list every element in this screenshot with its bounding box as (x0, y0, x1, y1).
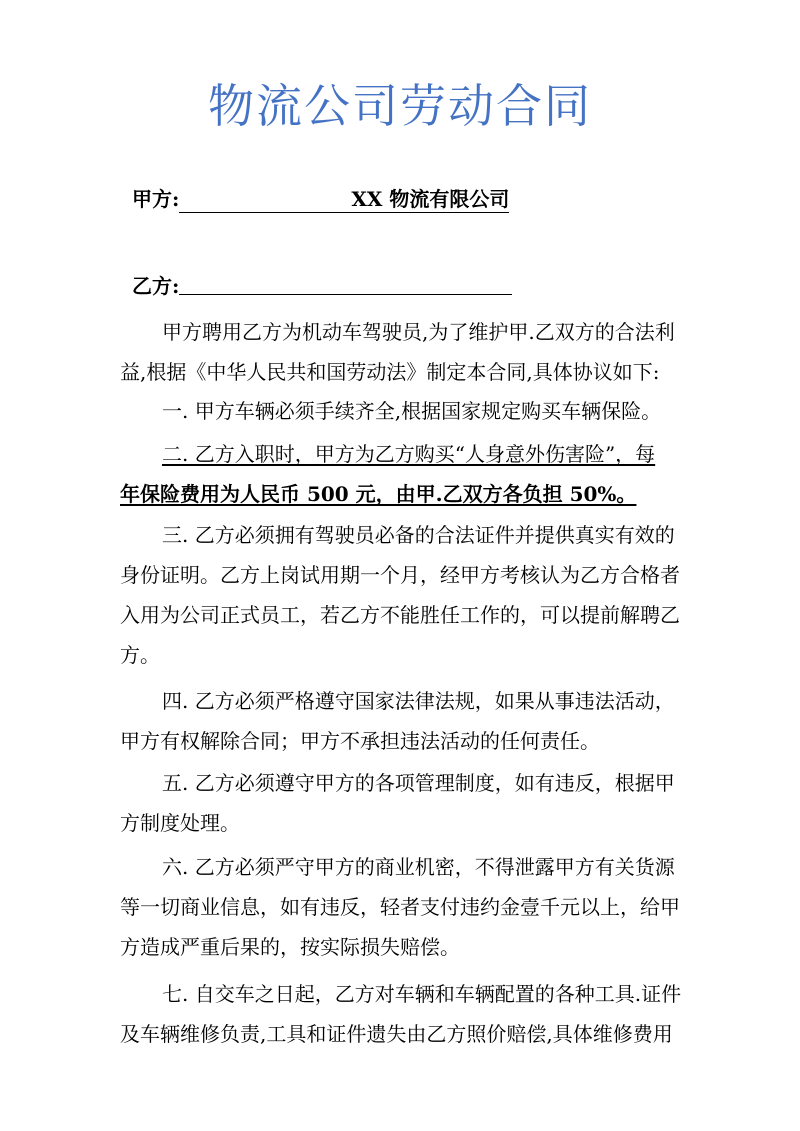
clause-4 (120, 681, 690, 761)
party-a-label: 甲方: (132, 187, 180, 211)
text-line (120, 474, 690, 514)
preamble (120, 312, 690, 392)
clause-3 (120, 515, 690, 675)
text-line: 及车辆维修负责,工具和证件遗失由乙方照价赔偿,具体维修费用 (120, 1022, 673, 1046)
text-line: 五. 乙方必须遵守甲方的各项管理制度，如有违反，根据甲 (162, 771, 675, 795)
text-line: 方制度处理。 (120, 811, 240, 835)
text-line: 一. 甲方车辆必须手续齐全,根据国家规定购买车辆保险。 (162, 399, 662, 423)
text-line (120, 434, 690, 474)
clause-2 (120, 434, 690, 514)
underlined-text: 年保险费用为人民币 500 元，由甲.乙双方各负担 50%。 (120, 482, 637, 506)
underlined-text: 二. 乙方入职时，甲方为乙方购买“人身意外伤害险”，每 (162, 442, 656, 466)
text-line: 三. 乙方必须拥有驾驶员必备的合法证件并提供真实有效的 (162, 523, 675, 547)
party-a-value: XX 物流有限公司 (179, 186, 509, 213)
clause-1 (120, 391, 690, 431)
text-line: 六. 乙方必须严守甲方的商业机密，不得泄露甲方有关货源 (162, 855, 675, 879)
text-line: 身份证明。乙方上岗试用期一个月，经甲方考核认为乙方合格者 (120, 563, 680, 587)
party-b-label: 乙方: (132, 274, 180, 298)
text-line: 入用为公司正式员工，若乙方不能胜任工作的，可以提前解聘乙 (120, 603, 680, 627)
clause-5 (120, 763, 690, 843)
party-a-line (132, 186, 509, 212)
text-line: 七. 自交车之日起，乙方对车辆和车辆配置的各种工具.证件 (162, 982, 682, 1006)
text-line: 方造成严重后果的，按实际损失赔偿。 (120, 935, 460, 959)
party-b-line (132, 273, 512, 299)
clause-7 (120, 974, 690, 1054)
text-line: 方。 (120, 643, 160, 667)
text-line: 甲方聘用乙方为机动车驾驶员,为了维护甲.乙双方的合法利 (162, 320, 675, 344)
text-line: 益,根据《中华人民共和国劳动法》制定本合同,具体协议如下: (120, 360, 660, 384)
text-line: 等一切商业信息，如有违反，轻者支付违约金壹千元以上，给甲 (120, 895, 680, 919)
text-line: 四. 乙方必须严格遵守国家法律法规，如果从事违法活动， (162, 689, 675, 713)
text-line: 甲方有权解除合同；甲方不承担违法活动的任何责任。 (120, 729, 600, 753)
party-b-blank (179, 274, 512, 295)
clause-6 (120, 847, 690, 967)
document-title: 物流公司劳动合同 (208, 79, 592, 133)
